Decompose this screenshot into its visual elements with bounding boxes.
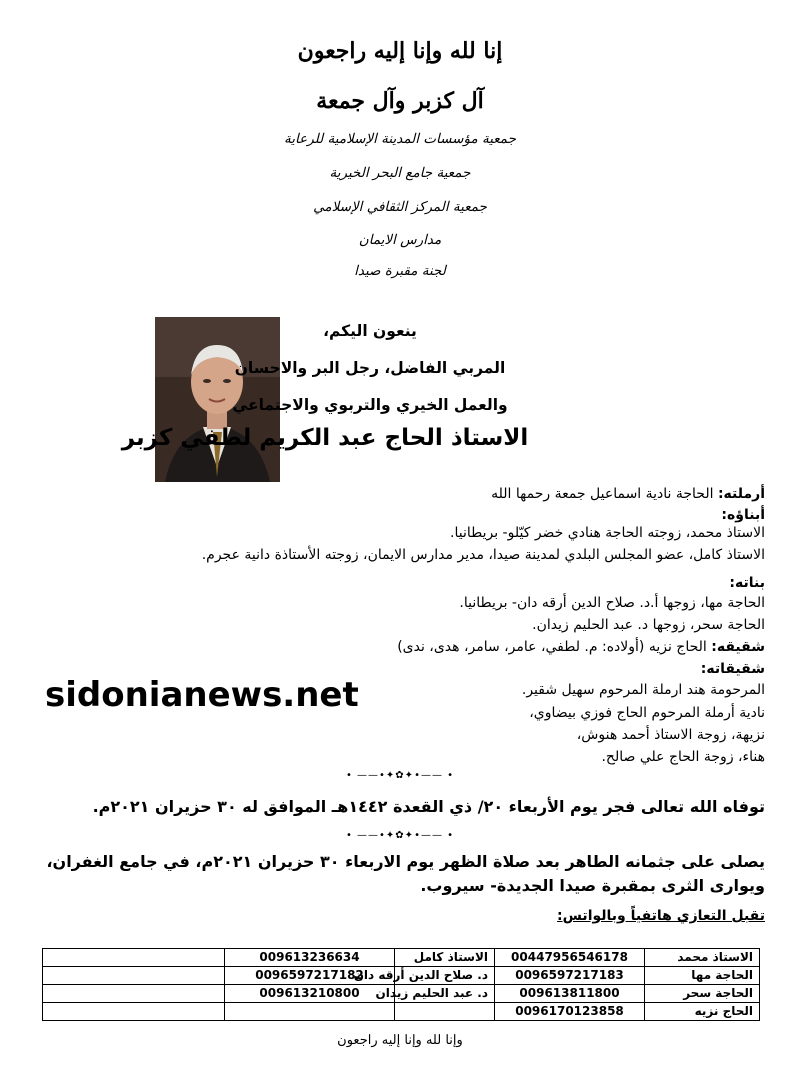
funeral-notice: يصلى على جثمانه الطاهر بعد صلاة الظهر يوم الاربعاء ٣٠ حزيران ٢٠٢١م، في جامع الغفران، ويوارى الثرى بمقبرة صيدا الجديدة- سيروب. <box>46 852 765 895</box>
quran-verse-header: إنا لله وإنا إليه راجعون <box>297 38 503 64</box>
empty-cell <box>43 985 225 1003</box>
death-notice: توفاه الله تعالى فجر يوم الأربعاء ٢٠/ ذي القعدة ١٤٤٢هـ الموافق له ٣٠ حزيران ٢٠٢١م. <box>92 797 765 816</box>
contact-name <box>395 1003 495 1021</box>
contact-name: الاستاذ كامل <box>395 949 495 967</box>
contact-phone: 009613210800 <box>225 985 395 1003</box>
contact-name: د. عبد الحليم زيدان <box>395 985 495 1003</box>
son-line: الاستاذ محمد، زوجته الحاجة هنادي خضر كيّلو- بريطانيا. <box>450 525 765 541</box>
announcement-line: والعمل الخيري والتربوي والاجتماعي <box>232 396 508 414</box>
daughters-label: بناته: <box>729 575 765 591</box>
condolence-title: تقبل التعازي هاتفياً وبالواتس: <box>557 908 765 924</box>
widow-name: الحاجة نادية اسماعيل جمعة رحمها الله <box>491 486 714 502</box>
contact-phone: 009613236634 <box>225 949 395 967</box>
brother-line <box>65 638 765 656</box>
daughter-line: الحاجة مها، زوجها أ.د. صلاح الدين أرقه دان- بريطانيا. <box>459 595 765 611</box>
empty-cell <box>43 1003 225 1021</box>
ornament-divider: • ——•✦✿✦•—— • <box>345 830 455 841</box>
contact-phone: 009613811800 <box>495 985 645 1003</box>
widow-label: أرملته: <box>717 486 765 502</box>
contact-name: الاستاذ محمد <box>645 949 760 967</box>
sisters-label: شقيقاته: <box>700 661 765 677</box>
contact-name: د. صلاح الدين أرقه دان <box>395 967 495 985</box>
contact-phone: 0096170123858 <box>495 1003 645 1021</box>
brother-name: الحاج نزيه (أولاده: م. لطفي، عامر، سامر، هدى، ندى) <box>397 639 707 655</box>
watermark-text: sidonianews.net <box>45 675 359 715</box>
table-row <box>43 967 760 985</box>
association-line: جمعية جامع البحر الخيرية <box>329 165 471 181</box>
ornament-divider: • ——•✦✿✦•—— • <box>345 770 455 781</box>
contact-phone: 0096597217182 <box>225 967 395 985</box>
table-row <box>43 949 760 967</box>
family-names: آل كزبر وآل جمعة <box>316 88 484 114</box>
association-line: مدارس الايمان <box>358 232 442 248</box>
brother-label: شقيقه: <box>711 639 765 655</box>
contact-phone: 0096597217183 <box>495 967 645 985</box>
announcement-line: ينعون اليكم، <box>323 322 417 340</box>
association-line: جمعية المركز الثقافي الإسلامي <box>313 199 487 215</box>
contact-name: الحاجة سحر <box>645 985 760 1003</box>
association-line: جمعية مؤسسات المدينة الإسلامية للرعاية <box>284 131 516 147</box>
widow-line <box>65 485 765 503</box>
son-line: الاستاذ كامل، عضو المجلس البلدي لمدينة صيدا، مدير مدارس الايمان، زوجته الأستاذة دانية عجرم. <box>201 547 765 563</box>
table-row <box>43 985 760 1003</box>
closing-verse: وإنا لله وإنا إليه راجعون <box>337 1033 463 1048</box>
contacts-table <box>42 948 760 1021</box>
contact-name: الحاجة مها <box>645 967 760 985</box>
sons-label: أبناؤه: <box>721 507 765 523</box>
empty-cell <box>43 949 225 967</box>
contact-name: الحاج نزيه <box>645 1003 760 1021</box>
sister-line: نادية أرملة المرحوم الحاج فوزي بيضاوي، <box>529 705 765 721</box>
sister-line: هناء، زوجة الحاج علي صالح. <box>601 749 765 765</box>
contact-phone: 00447956546178 <box>495 949 645 967</box>
table-row <box>43 1003 760 1021</box>
sister-line: المرحومة هند ارملة المرحوم سهيل شقير. <box>521 682 765 698</box>
contact-phone <box>225 1003 395 1021</box>
deceased-name: الاستاذ الحاج عبد الكريم لطفي كزبر <box>121 425 529 451</box>
sister-line: نزيهة، زوجة الاستاذ أحمد هنوش، <box>576 727 765 743</box>
empty-cell <box>43 967 225 985</box>
association-line: لجنة مقبرة صيدا <box>354 263 446 279</box>
announcement-line: المربي الفاضل، رجل البر والاحسان <box>234 359 506 377</box>
daughter-line: الحاجة سحر، زوجها د. عبد الحليم زيدان. <box>532 617 765 633</box>
